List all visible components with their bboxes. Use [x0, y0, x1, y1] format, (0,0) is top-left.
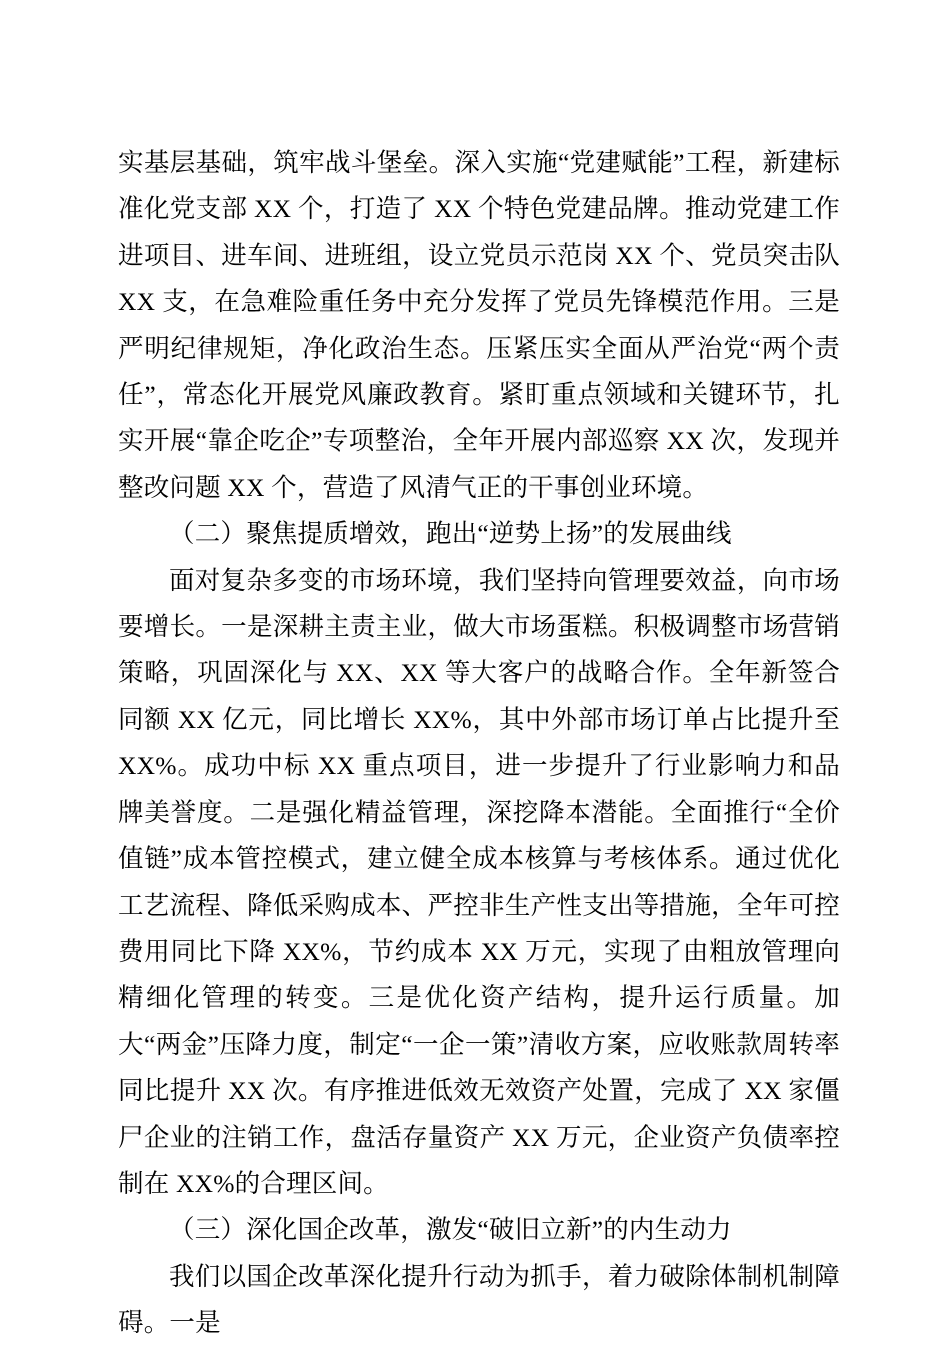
section-heading-two: （二）聚焦提质增效，跑出“逆势上扬”的发展曲线: [169, 519, 732, 549]
paragraph-section-two-body: 面对复杂多变的市场环境，我们坚持向管理要效益，向市场要增长。一是深耕主责主业，做大市场蛋糕。积极调整市场营销策略，巩固深化与 XX、XX 等大客户的战略合作。全年新签合同额 XX 亿元，同比增长 XX%，其中外部市场订单占比提升至 XX%。成功中标 XX 重点项目，进一步提升了行业影响力和品牌美誉度。二是强化精益管理，深挖降本潜能。全面推行“全价值链”成本管控模式，建立健全成本核算与考核体系。通过优化工艺流程、降低采购成本、严控非生产性支出等措施，全年可控费用同比下降 XX%，节约成本 XX 万元，实现了由粗放管理向精细化管理的转变。三是优化资产结构，提升运行质量。加大“两金”压降力度，制定“一企一策”清收方案，应收账款周转率同比提升 XX 次。有序推进低效无效资产处置，完成了 XX 家僵尸企业的注销工作，盘活存量资产 XX 万元，企业资产负债率控制在 XX%的合理区间。: [118, 565, 840, 1198]
paragraph-continuation: 实基层基础，筑牢战斗堡垒。深入实施“党建赋能”工程，新建标准化党支部 XX 个，打造了 XX 个特色党建品牌。推动党建工作进项目、进车间、进班组，设立党员示范岗 XX 个、党员突击队 XX 支，在急难险重任务中充分发挥了党员先锋模范作用。三是严明纪律规矩，净化政治生态。压紧压实全面从严治党“两个责任”，常态化开展党风廉政教育。紧盯重点领域和关键环节，扎实开展“靠企吃企”专项整治，全年开展内部巡察 XX 次，发现并整改问题 XX 个，营造了风清气正的干事创业环境。: [118, 148, 840, 502]
section-heading-three: （三）深化国企改革，激发“破旧立新”的内生动力: [169, 1215, 732, 1245]
document-body: [118, 140, 840, 1347]
paragraph-section-three-body: 我们以国企改革深化提升行动为抓手，着力破除体制机制障碍。一是: [118, 1261, 840, 1338]
